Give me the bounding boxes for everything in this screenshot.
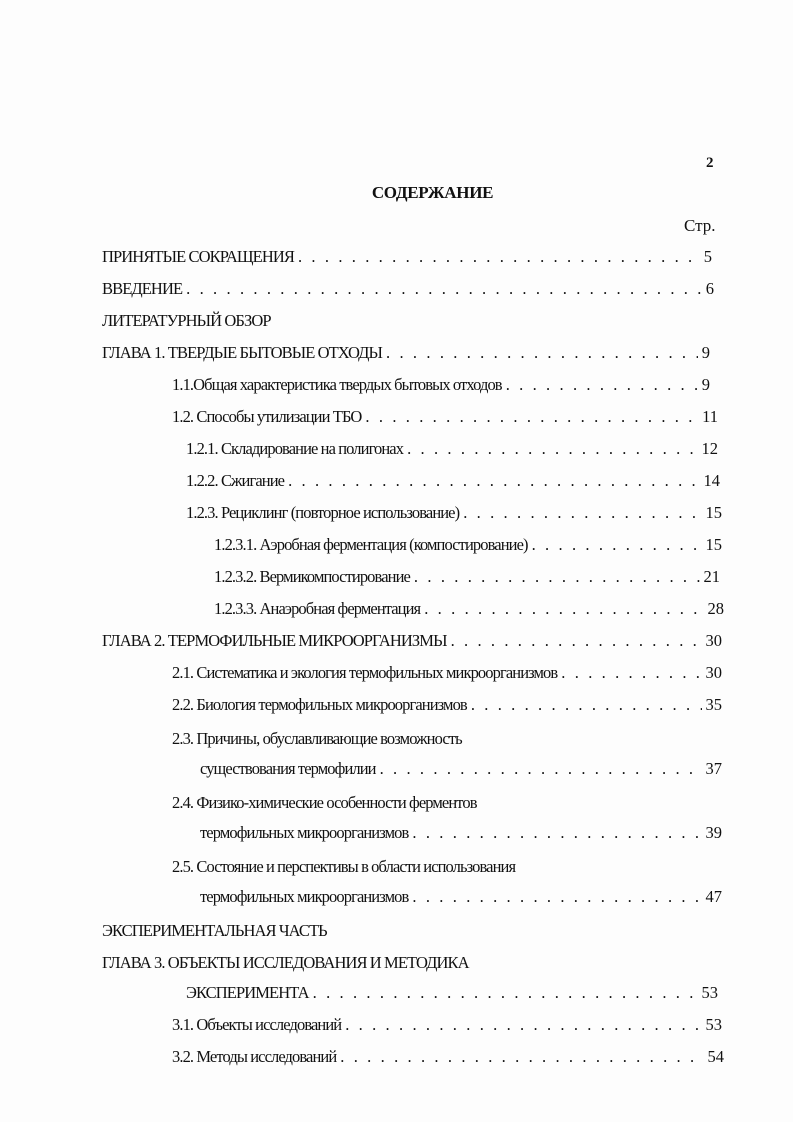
dot-leader: [424, 599, 703, 619]
toc-entry-page: 47: [705, 887, 722, 906]
toc-entry: [186, 983, 718, 1005]
toc-entry-label: 2.3. Причины, обуславливающие возможность: [172, 729, 462, 748]
toc-entry-page: 30: [705, 663, 722, 682]
toc-entry-page: 6: [705, 279, 714, 298]
toc-entry-label: термофильных микроорганизмов: [200, 823, 409, 842]
dot-leader: [313, 983, 698, 1003]
toc-entry-label: ВВЕДЕНИЕ: [102, 279, 183, 298]
toc-entry-label: 1.2.3.2. Вермикомпостирование: [214, 567, 410, 586]
dot-leader: [340, 1047, 703, 1067]
toc-entry-page: 9: [701, 375, 710, 394]
toc-entry: [200, 759, 722, 781]
toc-entry-label: ЭКСПЕРИМЕНТА: [186, 983, 309, 1002]
toc-entry: [200, 887, 722, 909]
dot-leader: [463, 503, 701, 523]
toc-entry-page: 53: [701, 983, 718, 1002]
toc-entry-page: 11: [702, 407, 718, 426]
dot-leader: [386, 343, 698, 363]
page-number: 2: [706, 155, 714, 171]
toc-entry-label: ГЛАВА 2. ТЕРМОФИЛЬНЫЕ МИКРООРГАНИЗМЫ: [102, 631, 447, 650]
toc-entry-label: 1.1.Общая характеристика твердых бытовых отходов: [172, 375, 502, 394]
dot-leader: [298, 247, 700, 267]
toc-entry-page: 35: [705, 695, 722, 714]
toc-entry-label: 2.5. Состояние и перспективы в области использования: [172, 857, 516, 876]
toc-entry-label: существования термофилии: [200, 759, 376, 778]
page-column-label: Стр.: [684, 216, 716, 235]
toc-entry-label: 1.2. Способы утилизации ТБО: [172, 407, 362, 426]
dot-leader: [412, 887, 701, 907]
dot-leader: [471, 695, 702, 715]
dot-leader: [380, 759, 702, 779]
toc-entry-label: 1.2.1. Складирование на полигонах: [186, 439, 404, 458]
toc-entry: [214, 535, 722, 557]
toc-entry: [186, 471, 720, 493]
toc-entry: [102, 247, 712, 269]
toc-entry-page: 12: [701, 439, 718, 458]
toc-entry-page: 15: [705, 535, 722, 554]
dot-leader: [345, 1015, 701, 1035]
toc-entry-page: 53: [705, 1015, 722, 1034]
toc-entry: [102, 279, 714, 301]
toc-entry: [102, 631, 722, 653]
toc-entry-label: ГЛАВА 1. ТВЕРДЫЕ БЫТОВЫЕ ОТХОДЫ: [102, 343, 383, 362]
dot-leader: [451, 631, 702, 651]
toc-entry-label: ГЛАВА 3. ОБЪЕКТЫ ИССЛЕДОВАНИЯ И МЕТОДИКА: [102, 953, 469, 972]
toc-entry-label: 1.2.3.3. Анаэробная ферментация: [214, 599, 421, 618]
dot-leader: [561, 663, 701, 683]
toc-entry: [172, 1015, 722, 1037]
toc-entry-page: 15: [705, 503, 722, 522]
toc-entry-label: 1.2.2. Сжигание: [186, 471, 285, 490]
toc-entry-label: 2.2. Биология термофильных микроорганизмов: [172, 695, 467, 714]
toc-entry: [214, 599, 724, 621]
dot-leader: [532, 535, 702, 555]
dot-leader: [365, 407, 698, 427]
toc-entry-page: 5: [703, 247, 712, 266]
toc-section-heading: ЭКСПЕРИМЕНТАЛЬНАЯ ЧАСТЬ: [102, 921, 327, 940]
dot-leader: [186, 279, 702, 299]
toc-entry: [172, 663, 722, 685]
toc-entry: [214, 567, 720, 589]
toc-entry: [102, 343, 710, 365]
toc-entry: [172, 695, 722, 717]
toc-entry: [172, 1047, 724, 1069]
toc-entry: [186, 503, 722, 525]
toc-entry: [172, 407, 718, 429]
toc-section-heading: ЛИТЕРАТУРНЫЙ ОБЗОР: [102, 311, 271, 330]
toc-entry-label: 3.2. Методы исследований: [172, 1047, 337, 1066]
toc-entry-page: 54: [707, 1047, 724, 1066]
dot-leader: [407, 439, 697, 459]
page-title: СОДЕРЖАНИЕ: [371, 183, 494, 202]
toc-entry-page: 39: [705, 823, 722, 842]
toc-entry-label: ПРИНЯТЫЕ СОКРАЩЕНИЯ: [102, 247, 294, 266]
toc-entry-label: 2.4. Физико-химические особенности ферментов: [172, 793, 477, 812]
toc-entry-label: 1.2.3.1. Аэробная ферментация (компостирование): [214, 535, 528, 554]
dot-leader: [506, 375, 698, 395]
toc-entry-label: 3.1. Объекты исследований: [172, 1015, 342, 1034]
toc-entry-page: 37: [705, 759, 722, 778]
toc-entry: [172, 375, 710, 397]
dot-leader: [414, 567, 700, 587]
toc-entry-page: 14: [703, 471, 720, 490]
dot-leader: [288, 471, 699, 491]
toc-entry-page: 21: [703, 567, 720, 586]
toc-entry: [186, 439, 718, 461]
toc-entry-page: 9: [701, 343, 710, 362]
toc-entry-page: 30: [705, 631, 722, 650]
toc-entry-page: 28: [707, 599, 724, 618]
toc-entry: [200, 823, 722, 845]
toc-entry-label: термофильных микроорганизмов: [200, 887, 409, 906]
toc-entry-label: 2.1. Систематика и экология термофильных микроорганизмов: [172, 663, 558, 682]
dot-leader: [412, 823, 701, 843]
toc-entry-label: 1.2.3. Рециклинг (повторное использование): [186, 503, 460, 522]
